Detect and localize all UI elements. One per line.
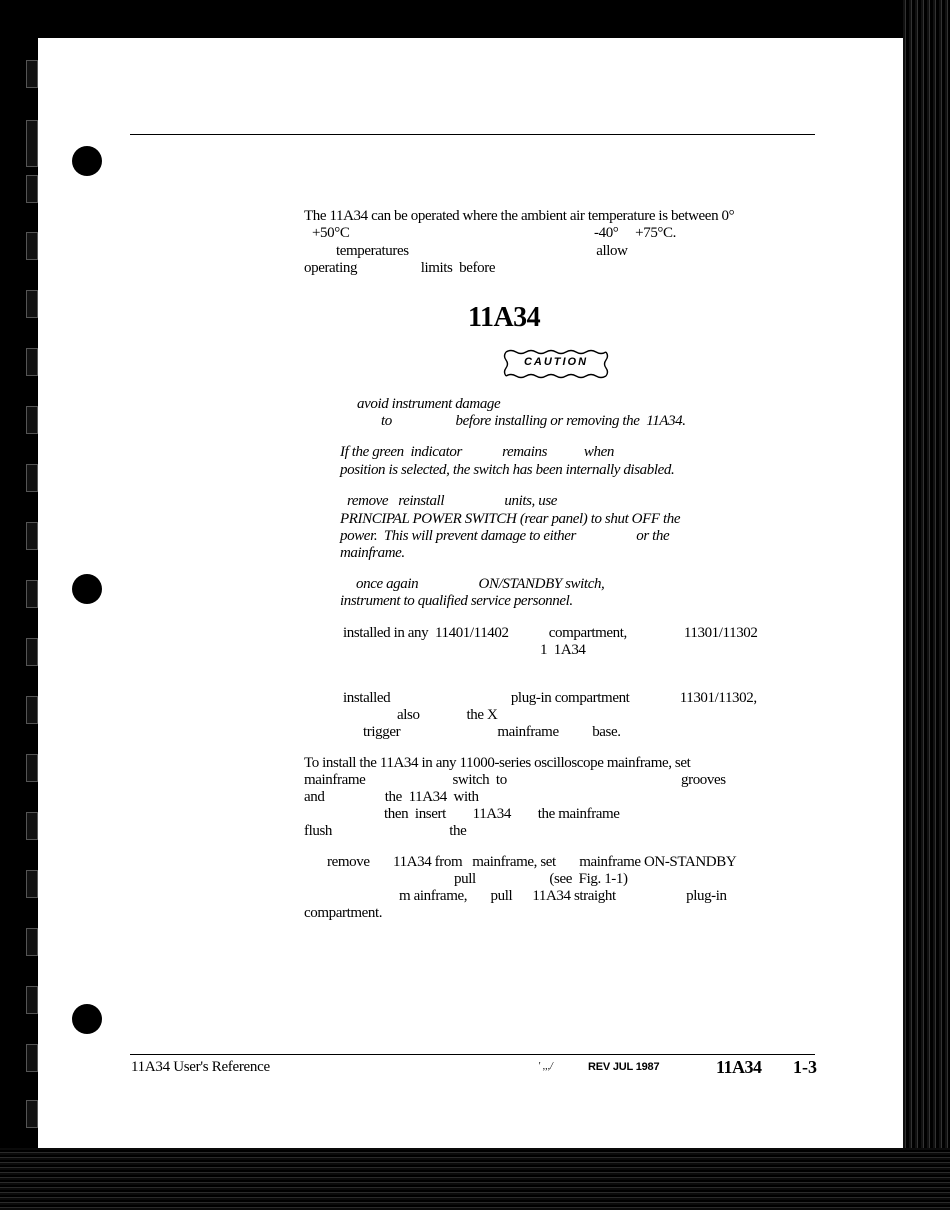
body-line: operating limits before [304, 260, 496, 276]
caution-line: PRINCIPAL POWER SWITCH (rear panel) to shut OFF the [340, 511, 681, 527]
footer-manual-title: 11A34 User's Reference [131, 1059, 270, 1075]
body-line: 1 1A34 [540, 642, 586, 658]
body-line: temperatures allow [336, 243, 628, 259]
binder-hole [72, 574, 102, 604]
punch-mark [26, 464, 38, 492]
punch-mark [26, 522, 38, 550]
body-line: remove 11A34 from mainframe, set mainframe ON-STANDBY [327, 854, 737, 870]
body-line: also the X [397, 707, 498, 723]
caution-line: once again ON/STANDBY switch, [356, 576, 605, 592]
body-line: installed in any 11401/11402 compartment, 11301/11302 [343, 625, 758, 641]
body-line: +50°C -40° +75°C. [312, 225, 676, 241]
body-line: then insert 11A34 the mainframe [384, 806, 620, 822]
body-line: mainframe switch to grooves [304, 772, 726, 788]
caution-line: power. This will prevent damage to either or the [340, 528, 670, 544]
section-title: 11A34 [468, 302, 541, 333]
body-line: flush the [304, 823, 467, 839]
footer-scan-mark: ' ,,,/ [538, 1061, 553, 1072]
body-line: trigger mainframe base. [363, 724, 621, 740]
caution-banner [503, 349, 609, 379]
footer-model: 11A34 [716, 1057, 762, 1077]
punch-mark [26, 870, 38, 898]
punch-mark [26, 406, 38, 434]
body-line: compartment. [304, 905, 383, 921]
caution-line: remove reinstall units, use [347, 493, 558, 509]
caution-line: to before installing or removing the 11A34. [381, 413, 686, 429]
caution-line: avoid instrument damage [357, 396, 501, 412]
punch-mark [26, 696, 38, 724]
binder-punch-strip [22, 60, 38, 1130]
punch-mark [26, 232, 38, 260]
caution-line: mainframe. [340, 545, 405, 561]
footer-rule [130, 1054, 815, 1055]
body-line: and the 11A34 with [304, 789, 479, 805]
punch-mark [26, 638, 38, 666]
binder-hole [72, 1004, 102, 1034]
punch-mark [26, 60, 38, 88]
punch-mark [26, 348, 38, 376]
caution-line: position is selected, the switch has been internally disabled. [340, 462, 675, 478]
caution-line: instrument to qualified service personnel. [340, 593, 573, 609]
punch-mark [26, 928, 38, 956]
body-line: To install the 11A34 in any 11000-series oscilloscope mainframe, set [304, 755, 691, 771]
body-line: m ainframe, pull 11A34 straight plug-in [399, 888, 727, 904]
punch-mark [26, 812, 38, 840]
punch-mark [26, 120, 38, 167]
punch-mark [26, 754, 38, 782]
body-line: installed plug-in compartment 11301/11302, [343, 690, 757, 706]
body-line: The 11A34 can be operated where the ambient air temperature is between 0° [304, 208, 735, 224]
scan-edge-bottom [0, 1148, 950, 1210]
punch-mark [26, 1044, 38, 1072]
body-line: pull (see Fig. 1-1) [454, 871, 628, 887]
punch-mark [26, 986, 38, 1014]
caution-line: If the green indicator remains when [340, 444, 614, 460]
punch-mark [26, 1100, 38, 1128]
punch-mark [26, 580, 38, 608]
scan-edge-right [903, 0, 950, 1210]
header-rule [130, 134, 815, 135]
footer-page-number: 1-3 [793, 1057, 817, 1077]
punch-mark [26, 290, 38, 318]
binder-hole [72, 146, 102, 176]
punch-mark [26, 175, 38, 203]
caution-label: CAUTION [523, 356, 589, 368]
footer-revision: REV JUL 1987 [588, 1061, 660, 1073]
